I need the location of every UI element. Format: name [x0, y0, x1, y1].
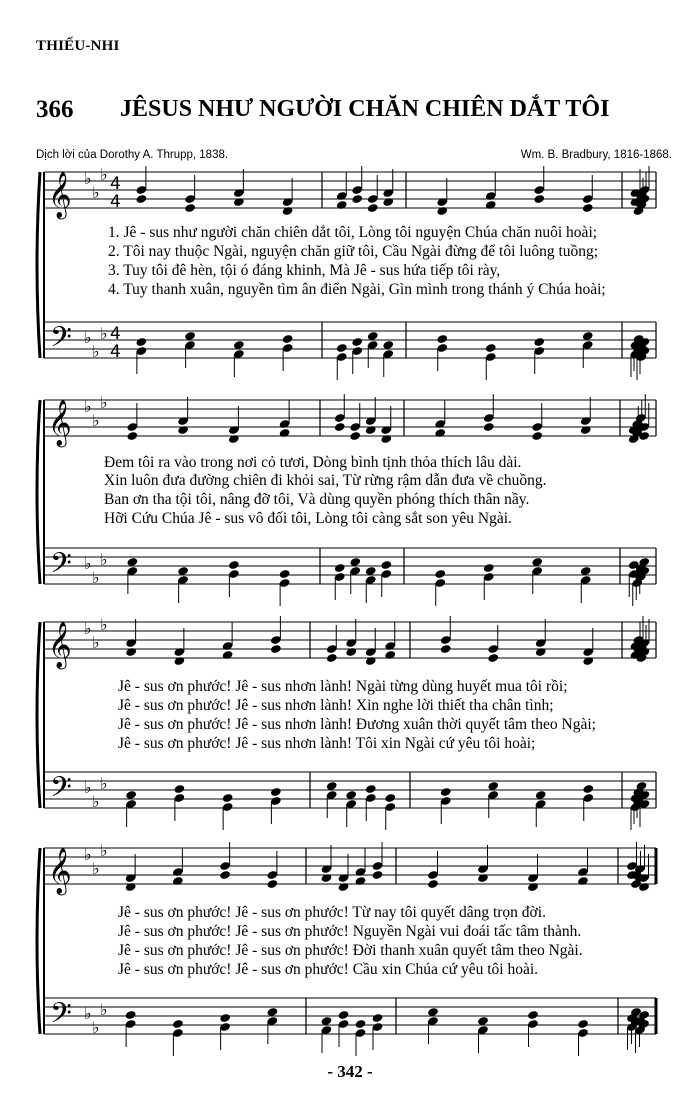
notehead: [487, 653, 499, 663]
translator-credit: Dịch lời của Dorothy A. Thrupp, 1838.: [36, 149, 229, 161]
notehead: [125, 1010, 137, 1020]
notehead: [326, 653, 338, 663]
notehead: [380, 434, 392, 444]
notehead: [483, 422, 495, 432]
flat-sign: ♭: [92, 859, 100, 878]
notehead: [533, 337, 545, 347]
notehead: [349, 431, 361, 441]
notehead: [125, 882, 137, 892]
flat-sign: ♭: [92, 342, 100, 361]
notehead: [219, 870, 231, 880]
notehead: [282, 334, 294, 344]
notehead: [384, 793, 396, 803]
flat-sign: ♭: [100, 550, 108, 569]
flat-sign: ♭: [100, 324, 108, 343]
flat-sign: ♭: [84, 169, 92, 188]
notehead: [365, 425, 377, 435]
notehead: [282, 206, 294, 216]
system-bracket: [37, 848, 40, 1034]
flat-sign: ♭: [100, 841, 108, 860]
notehead: [219, 1013, 231, 1023]
notehead: [365, 656, 377, 666]
notehead: [222, 793, 234, 803]
notehead: [434, 428, 446, 438]
notehead: [279, 428, 291, 438]
notehead: [173, 784, 185, 794]
time-signature-top: 4: [110, 174, 121, 194]
notehead: [367, 203, 379, 213]
notehead: [172, 1019, 184, 1029]
notehead: [440, 787, 452, 797]
notehead: [334, 422, 346, 432]
flat-sign: ♭: [100, 393, 108, 412]
lyric-line: Jê - sus ơn phước! Jê - sus ơn phước! Cầu xin Chúa cứ yêu tôi hoài.: [118, 961, 539, 978]
hymn-title: JÊSUS NHƯ NGƯỜI CHĂN CHIÊN DẮT TÔI: [120, 96, 610, 122]
lyric-line: Jê - sus ơn phước! Jê - sus ơn phước! Nguyền Ngài vui đoái tấc tâm thành.: [118, 923, 582, 940]
lyric-line: Jê - sus ơn phước! Jê - sus nhơn lành! Ngài từng dùng huyết mua tôi rồi;: [118, 678, 568, 695]
notehead: [125, 647, 137, 657]
flat-sign: ♭: [100, 165, 108, 184]
notehead: [222, 650, 234, 660]
notehead: [380, 560, 392, 570]
lyric-line: Jê - sus ơn phước! Jê - sus nhơn lành! Đương xuân thời quyết tâm theo Ngài;: [118, 716, 596, 733]
lyric-line: 1. Jê - sus như người chăn chiên dắt tôi, Lòng tôi nguyện Chúa chăn nuôi hoài;: [108, 224, 598, 241]
notehead: [233, 197, 245, 207]
lyric-line: Jê - sus ơn phước! Jê - sus nhơn lành! Tôi xin Ngài cứ yêu tôi hoài;: [118, 735, 536, 752]
flat-sign: ♭: [92, 183, 100, 202]
notehead: [535, 647, 547, 657]
notehead: [336, 200, 348, 210]
lyric-line: Jê - sus ơn phước! Jê - sus ơn phước! Từ nay tôi quyết dâng trọn đời.: [118, 904, 546, 921]
notehead: [172, 876, 184, 886]
notehead: [355, 876, 367, 886]
composer-credit: Wm. B. Bradbury, 1816-1868.: [520, 149, 672, 161]
lyric-line: 3. Tuy tôi đê hèn, tội ó đáng khinh, Mà Jê - sus hứa tiếp tôi rày,: [108, 262, 501, 279]
notehead: [365, 784, 377, 794]
notehead: [477, 873, 489, 883]
notehead: [372, 870, 384, 880]
notehead: [135, 194, 147, 204]
flat-sign: ♭: [92, 633, 100, 652]
notehead: [355, 1019, 367, 1029]
flat-sign: ♭: [84, 328, 92, 347]
notehead: [345, 647, 357, 657]
flat-sign: ♭: [92, 568, 100, 587]
notehead: [372, 1013, 384, 1023]
time-signature-bottom: 4: [110, 192, 121, 212]
flat-sign: ♭: [92, 411, 100, 430]
treble-clef: 𝄞: [48, 622, 72, 668]
page-number: - 342 -: [327, 1062, 373, 1081]
flat-sign: ♭: [84, 1004, 92, 1023]
notehead: [527, 1010, 539, 1020]
notehead: [336, 343, 348, 353]
notehead: [126, 431, 138, 441]
flat-sign: ♭: [100, 615, 108, 634]
system-bracket: [37, 400, 40, 584]
notehead: [266, 879, 278, 889]
notehead: [351, 337, 363, 347]
flat-sign: ♭: [84, 778, 92, 797]
flat-sign: ♭: [84, 845, 92, 864]
notehead: [135, 337, 147, 347]
flat-sign: ♭: [92, 792, 100, 811]
notehead: [321, 873, 333, 883]
notehead: [436, 206, 448, 216]
notehead: [483, 563, 495, 573]
notehead: [580, 425, 592, 435]
lyric-line: Đem tôi ra vào trong nơi cỏ tươi, Dòng bình tịnh thỏa thích lâu dài.: [104, 454, 522, 471]
notehead: [382, 197, 394, 207]
notehead: [577, 1019, 589, 1029]
flat-sign: ♭: [92, 1018, 100, 1037]
lyric-line: Ban ơn tha tội tôi, nâng đỡ tôi, Và dùng quyền phóng thích thân nầy.: [104, 491, 530, 508]
notehead: [485, 343, 497, 353]
notehead: [485, 200, 497, 210]
bass-clef: 𝄢: [50, 771, 72, 811]
system-bracket: [37, 622, 40, 808]
treble-clef: 𝄞: [48, 172, 72, 218]
notehead: [384, 650, 396, 660]
notehead: [279, 569, 291, 579]
bass-clef: 𝄢: [50, 321, 72, 361]
notehead: [270, 644, 282, 654]
notehead: [270, 787, 282, 797]
notehead: [334, 563, 346, 573]
treble-clef: 𝄞: [48, 400, 72, 446]
notehead: [436, 334, 448, 344]
notehead: [440, 644, 452, 654]
notehead: [527, 882, 539, 892]
flat-sign: ♭: [100, 774, 108, 793]
lyric-line: Hỡi Cứu Chúa Jê - sus vô đối tôi, Lòng tôi càng sắt son yêu Ngài.: [104, 510, 512, 527]
notehead: [338, 882, 350, 892]
system-bracket: [37, 172, 40, 358]
notehead: [582, 656, 594, 666]
lyric-line: 2. Tôi nay thuộc Ngài, nguyện chăn giữ tôi, Cầu Ngài đừng để tôi luông tuồng;: [108, 243, 599, 260]
notehead: [177, 425, 189, 435]
flat-sign: ♭: [84, 397, 92, 416]
lyric-line: Xin luôn đưa đường chiên đi khỏi sai, Từ rừng rậm dẫn đưa về chuồng.: [104, 472, 547, 489]
notehead: [531, 431, 543, 441]
lyric-line: 4. Tuy thanh xuân, nguyền tìm ân điển Ngài, Gìn mình trong thánh ý Chúa hoài;: [108, 281, 606, 298]
flat-sign: ♭: [100, 1000, 108, 1019]
notehead: [577, 876, 589, 886]
notehead: [582, 203, 594, 213]
notehead: [338, 1010, 350, 1020]
lyric-line: Jê - sus ơn phước! Jê - sus nhơn lành! Xin nghe lời thiết tha chân tình;: [118, 697, 554, 714]
treble-clef: 𝄞: [48, 848, 72, 894]
notehead: [434, 569, 446, 579]
notehead: [228, 560, 240, 570]
notehead: [582, 784, 594, 794]
lyric-line: Jê - sus ơn phước! Jê - sus ơn phước! Đời thanh xuân quyết tâm theo Ngài.: [118, 942, 583, 959]
notehead: [173, 656, 185, 666]
flat-sign: ♭: [84, 554, 92, 573]
notehead: [228, 434, 240, 444]
section-label: THIẾU-NHI: [36, 38, 120, 54]
notehead: [427, 879, 439, 889]
notehead: [184, 203, 196, 213]
time-signature-top: 4: [110, 324, 121, 344]
notehead: [533, 194, 545, 204]
notehead: [351, 194, 363, 204]
bass-clef: 𝄢: [50, 547, 72, 587]
bass-clef: 𝄢: [50, 997, 72, 1037]
time-signature-bottom: 4: [110, 342, 121, 362]
hymn-number: 366: [36, 96, 74, 123]
flat-sign: ♭: [84, 619, 92, 638]
